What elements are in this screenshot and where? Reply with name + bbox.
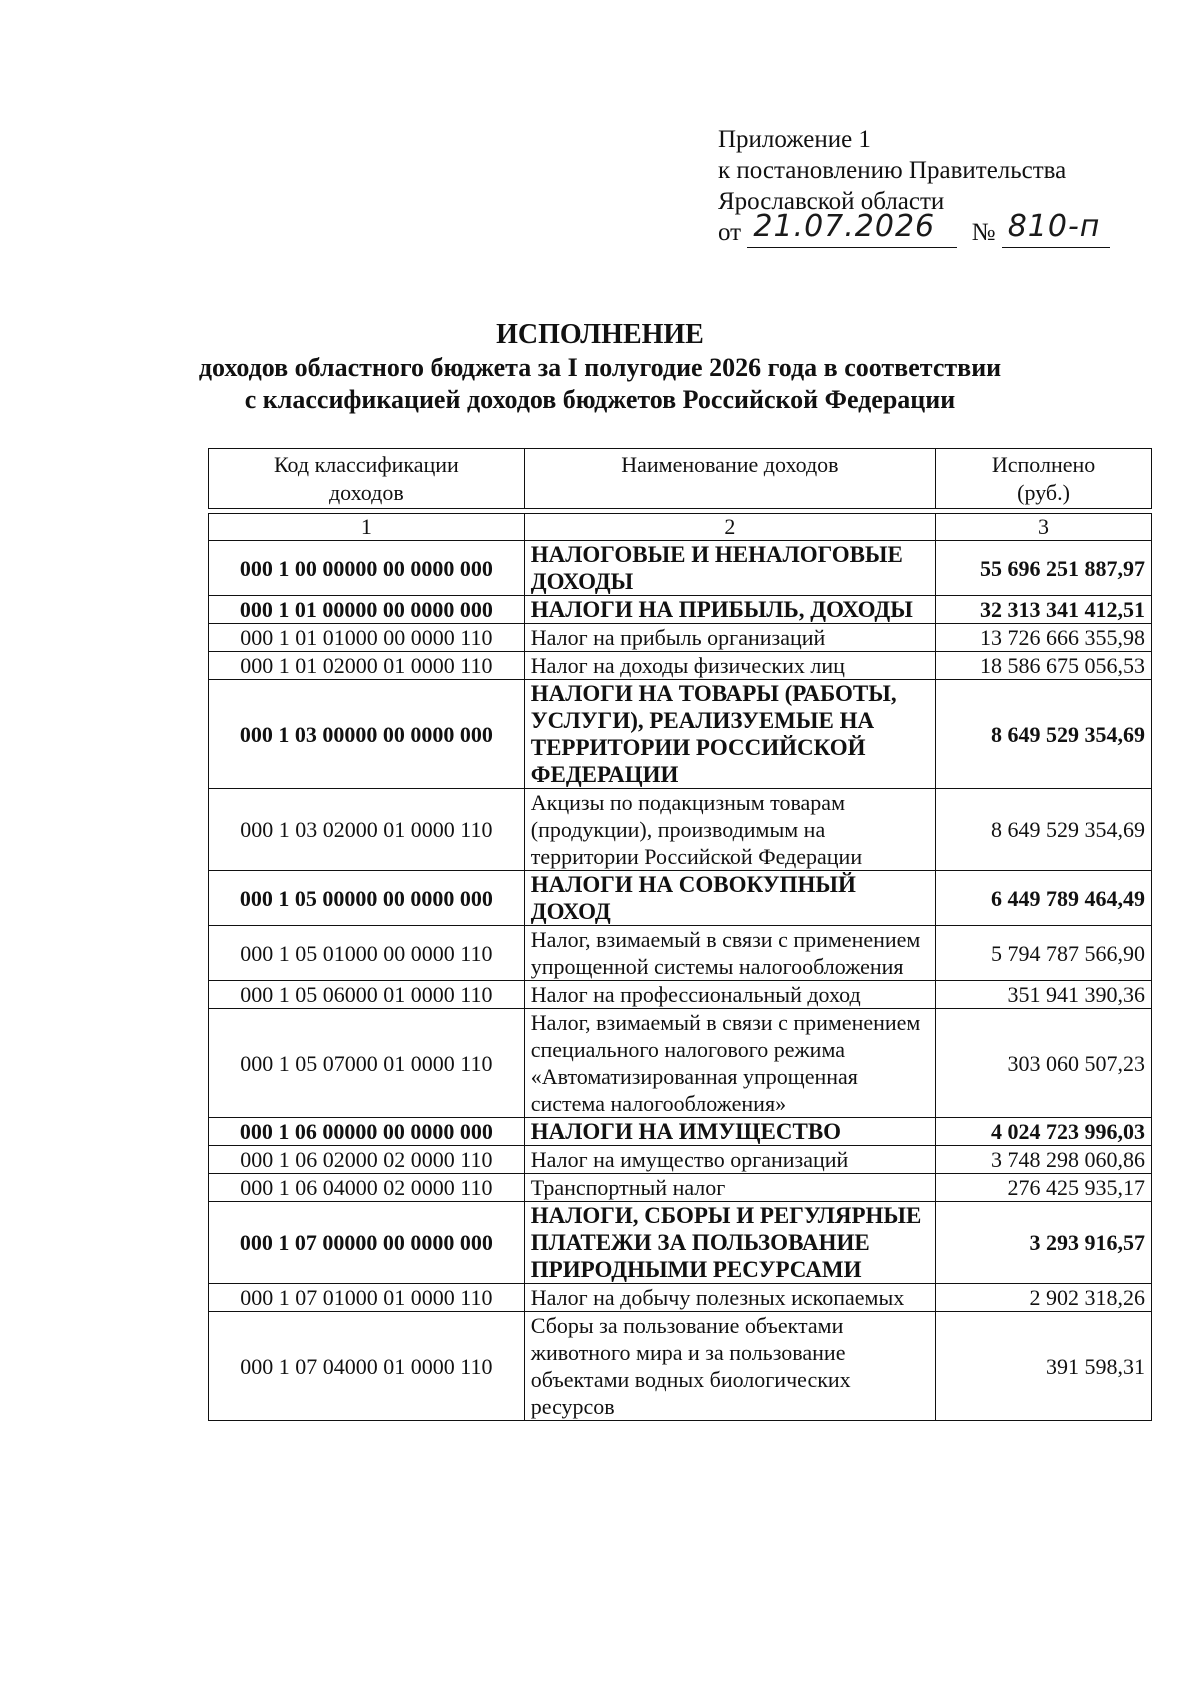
row-amount: 3 293 916,57 [936, 1202, 1152, 1284]
title-main: ИСПОЛНЕНИЕ [496, 319, 704, 350]
title-subtitle-1: доходов областного бюджета за I полугодие 2026 года в соответствии [198, 353, 1002, 382]
column-number-row [209, 514, 1152, 541]
row-amount: 8 649 529 354,69 [936, 789, 1152, 871]
row-amount: 13 726 666 355,98 [936, 624, 1152, 652]
row-code: 000 1 00 00000 00 0000 000 [209, 541, 525, 596]
row-amount: 351 941 390,36 [936, 981, 1152, 1009]
table-header-row [209, 449, 1152, 509]
row-code: 000 1 01 02000 01 0000 110 [209, 652, 525, 680]
column-number: 2 [524, 514, 935, 541]
appendix-header [718, 124, 1110, 248]
row-code: 000 1 01 01000 00 0000 110 [209, 624, 525, 652]
row-code: 000 1 05 01000 00 0000 110 [209, 926, 525, 981]
row-code: 000 1 03 00000 00 0000 000 [209, 680, 525, 789]
row-name: Налог на профессиональный доход [524, 981, 935, 1009]
row-name: Налог на доходы физических лиц [524, 652, 935, 680]
header-code: Код классификации доходов [209, 449, 525, 509]
row-name: НАЛОГОВЫЕ И НЕНАЛОГОВЫЕ ДОХОДЫ [524, 541, 935, 596]
row-amount: 8 649 529 354,69 [936, 680, 1152, 789]
row-amount: 5 794 787 566,90 [936, 926, 1152, 981]
number-prefix: № [971, 219, 996, 246]
table-row [209, 652, 1152, 680]
date-underline [747, 209, 957, 248]
row-name: Налог, взимаемый в связи с применением специального налогового режима «Автоматизированная упрощенная система налогообложения» [524, 1009, 935, 1118]
column-number: 1 [209, 514, 525, 541]
column-number: 3 [936, 514, 1152, 541]
row-code: 000 1 07 01000 01 0000 110 [209, 1284, 525, 1312]
handwritten-number: 810-п [1007, 209, 1101, 244]
table-row [209, 981, 1152, 1009]
row-code: 000 1 07 04000 01 0000 110 [209, 1312, 525, 1421]
number-underline [1002, 209, 1110, 248]
row-name: Налог на имущество организаций [524, 1146, 935, 1174]
row-amount: 55 696 251 887,97 [936, 541, 1152, 596]
header-amount: Исполнено (руб.) [936, 449, 1152, 509]
table-row [209, 680, 1152, 789]
row-name: Акцизы по подакцизным товарам (продукции), производимым на территории Российской Федерации [524, 789, 935, 871]
table-row [209, 596, 1152, 624]
row-name: Налог, взимаемый в связи с применением упрощенной системы налогообложения [524, 926, 935, 981]
table-row [209, 1009, 1152, 1118]
appendix-line-3: Ярославской области [718, 188, 945, 215]
row-amount: 303 060 507,23 [936, 1009, 1152, 1118]
table-row [209, 1312, 1152, 1421]
row-code: 000 1 06 04000 02 0000 110 [209, 1174, 525, 1202]
row-name: НАЛОГИ НА ТОВАРЫ (РАБОТЫ, УСЛУГИ), РЕАЛИЗУЕМЫЕ НА ТЕРРИТОРИИ РОССИЙСКОЙ ФЕДЕРАЦИИ [524, 680, 935, 789]
handwritten-date: 21.07.2026 [753, 209, 936, 244]
row-name: НАЛОГИ НА ИМУЩЕСТВО [524, 1118, 935, 1146]
row-name: Сборы за пользование объектами животного мира и за пользование объектами водных биологических ресурсов [524, 1312, 935, 1421]
row-code: 000 1 05 07000 01 0000 110 [209, 1009, 525, 1118]
table-row [209, 1284, 1152, 1312]
row-amount: 18 586 675 056,53 [936, 652, 1152, 680]
table-row [209, 1202, 1152, 1284]
row-amount: 2 902 318,26 [936, 1284, 1152, 1312]
appendix-line-1: Приложение 1 [718, 126, 871, 153]
table-row [209, 1146, 1152, 1174]
row-amount: 6 449 789 464,49 [936, 871, 1152, 926]
table-row [209, 1118, 1152, 1146]
row-code: 000 1 07 00000 00 0000 000 [209, 1202, 525, 1284]
row-code: 000 1 05 00000 00 0000 000 [209, 871, 525, 926]
row-code: 000 1 03 02000 01 0000 110 [209, 789, 525, 871]
table-row [209, 926, 1152, 981]
title-subtitle-2: с классификацией доходов бюджетов Российской Федерации [244, 385, 956, 414]
row-amount: 4 024 723 996,03 [936, 1118, 1152, 1146]
table-row [209, 871, 1152, 926]
date-number-line [718, 209, 1110, 248]
row-name: Транспортный налог [524, 1174, 935, 1202]
row-code: 000 1 06 00000 00 0000 000 [209, 1118, 525, 1146]
row-code: 000 1 05 06000 01 0000 110 [209, 981, 525, 1009]
row-code: 000 1 06 02000 02 0000 110 [209, 1146, 525, 1174]
table-row [209, 789, 1152, 871]
appendix-line-2: к постановлению Правительства [718, 157, 1067, 184]
row-name: НАЛОГИ, СБОРЫ И РЕГУЛЯРНЫЕ ПЛАТЕЖИ ЗА ПОЛЬЗОВАНИЕ ПРИРОДНЫМИ РЕСУРСАМИ [524, 1202, 935, 1284]
revenue-table [208, 448, 1152, 1421]
row-amount: 276 425 935,17 [936, 1174, 1152, 1202]
header-name: Наименование доходов [524, 449, 935, 509]
row-name: Налог на добычу полезных ископаемых [524, 1284, 935, 1312]
row-code: 000 1 01 00000 00 0000 000 [209, 596, 525, 624]
row-amount: 391 598,31 [936, 1312, 1152, 1421]
row-name: НАЛОГИ НА СОВОКУПНЫЙ ДОХОД [524, 871, 935, 926]
row-name: НАЛОГИ НА ПРИБЫЛЬ, ДОХОДЫ [524, 596, 935, 624]
row-name: Налог на прибыль организаций [524, 624, 935, 652]
date-prefix: от [718, 219, 742, 246]
row-amount: 3 748 298 060,86 [936, 1146, 1152, 1174]
table-row [209, 1174, 1152, 1202]
row-amount: 32 313 341 412,51 [936, 596, 1152, 624]
table-row [209, 541, 1152, 596]
table-row [209, 624, 1152, 652]
document-title [0, 318, 1200, 416]
